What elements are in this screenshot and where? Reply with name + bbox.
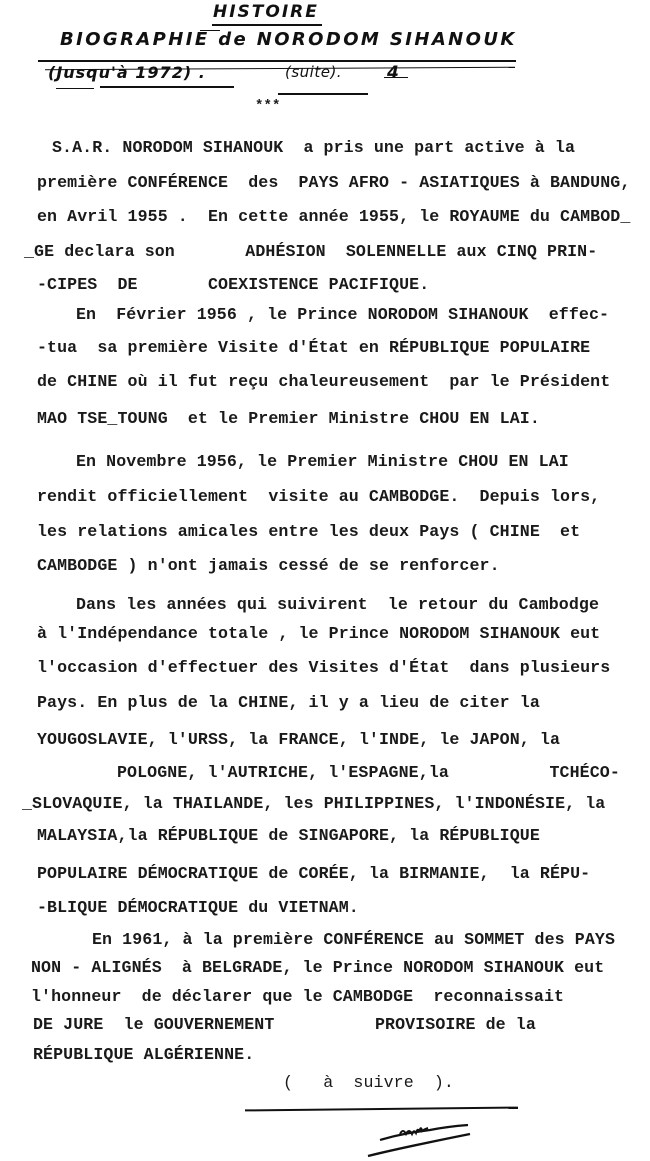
text-line: en Avril 1955 . En cette année 1955, le ROYAUME du CAMBOD_: [37, 207, 631, 226]
text-line: les relations amicales entre les deux Pays ( CHINE et: [37, 522, 581, 541]
text-line: POLOGNE, l'AUTRICHE, l'ESPAGNE,la TCHÉCO-: [117, 763, 620, 782]
subtitle-underline: [38, 60, 516, 62]
continued-note: ( à suivre ).: [283, 1073, 454, 1092]
text-line: _SLOVAQUIE, la THAILANDE, les PHILIPPINES, l'INDONÉSIE, la: [22, 794, 606, 813]
page-number-underline: [384, 77, 408, 78]
period-underline-2: [56, 88, 94, 89]
separator: ***: [255, 98, 281, 114]
text-line: MALAYSIA,la RÉPUBLIQUE de SINGAPORE, la RÉPUBLIQUE: [37, 826, 540, 845]
text-line: l'honneur de déclarer que le CAMBODGE reconnaissait: [31, 987, 565, 1006]
text-line: l'occasion d'effectuer des Visites d'État dans plusieurs: [37, 658, 611, 677]
text-line: S.A.R. NORODOM SIHANOUK a pris une part active à la: [52, 138, 576, 157]
text-line: CAMBODGE ) n'ont jamais cessé de se renforcer.: [37, 556, 500, 575]
text-line: rendit officiellement visite au CAMBODGE. Depuis lors,: [37, 487, 601, 506]
header-subtitle: BIOGRAPHIE de NORODOM SIHANOUK: [60, 29, 517, 50]
text-line: En Février 1956 , le Prince NORODOM SIHANOUK effec-: [76, 305, 610, 324]
text-line: Pays. En plus de la CHINE, il y a lieu de citer la: [37, 693, 540, 712]
text-line: à l'Indépendance totale , le Prince NORODOM SIHANOUK eut: [37, 624, 601, 643]
text-line: En 1961, à la première CONFÉRENCE au SOMMET des PAYS: [92, 930, 616, 949]
header-period: (Jusqu'à 1972) .: [48, 63, 206, 82]
signature: [360, 1118, 480, 1160]
text-line: YOUGOSLAVIE, l'URSS, la FRANCE, l'INDE, le JAPON, la: [37, 730, 561, 749]
text-line: POPULAIRE DÉMOCRATIQUE de CORÉE, la BIRMANIE, la RÉPU-: [37, 864, 591, 883]
continuation-underline: [278, 93, 368, 95]
page-number: 4: [387, 63, 401, 83]
period-underline: [100, 86, 234, 88]
text-line: MAO TSE_TOUNG et le Premier Ministre CHOU EN LAI.: [37, 409, 540, 428]
text-line: Dans les années qui suivirent le retour du Cambodge: [76, 595, 600, 614]
text-line: -BLIQUE DÉMOCRATIQUE du VIETNAM.: [37, 898, 359, 917]
text-line: En Novembre 1956, le Premier Ministre CHOU EN LAI: [76, 452, 569, 471]
text-line: DE JURE le GOUVERNEMENT PROVISOIRE de la: [33, 1015, 536, 1034]
text-line: _GE declara son ADHÉSION SOLENNELLE aux CINQ PRIN-: [24, 242, 598, 261]
text-line: -tua sa première Visite d'État en RÉPUBLIQUE POPULAIRE: [37, 338, 591, 357]
header-title: HISTOIRE: [213, 2, 319, 22]
text-line: de CHINE où il fut reçu chaleureusement par le Président: [37, 372, 611, 391]
footer-rule: [245, 1107, 518, 1112]
text-line: NON - ALIGNÉS à BELGRADE, le Prince NORODOM SIHANOUK eut: [31, 958, 605, 977]
text-line: RÉPUBLIQUE ALGÉRIENNE.: [33, 1045, 255, 1064]
text-line: -CIPES DE COEXISTENCE PACIFIQUE.: [37, 275, 430, 294]
header-continuation: (suite).: [285, 63, 343, 81]
text-line: première CONFÉRENCE des PAYS AFRO - ASIATIQUES à BANDUNG,: [37, 173, 631, 192]
title-underline: [212, 24, 322, 26]
